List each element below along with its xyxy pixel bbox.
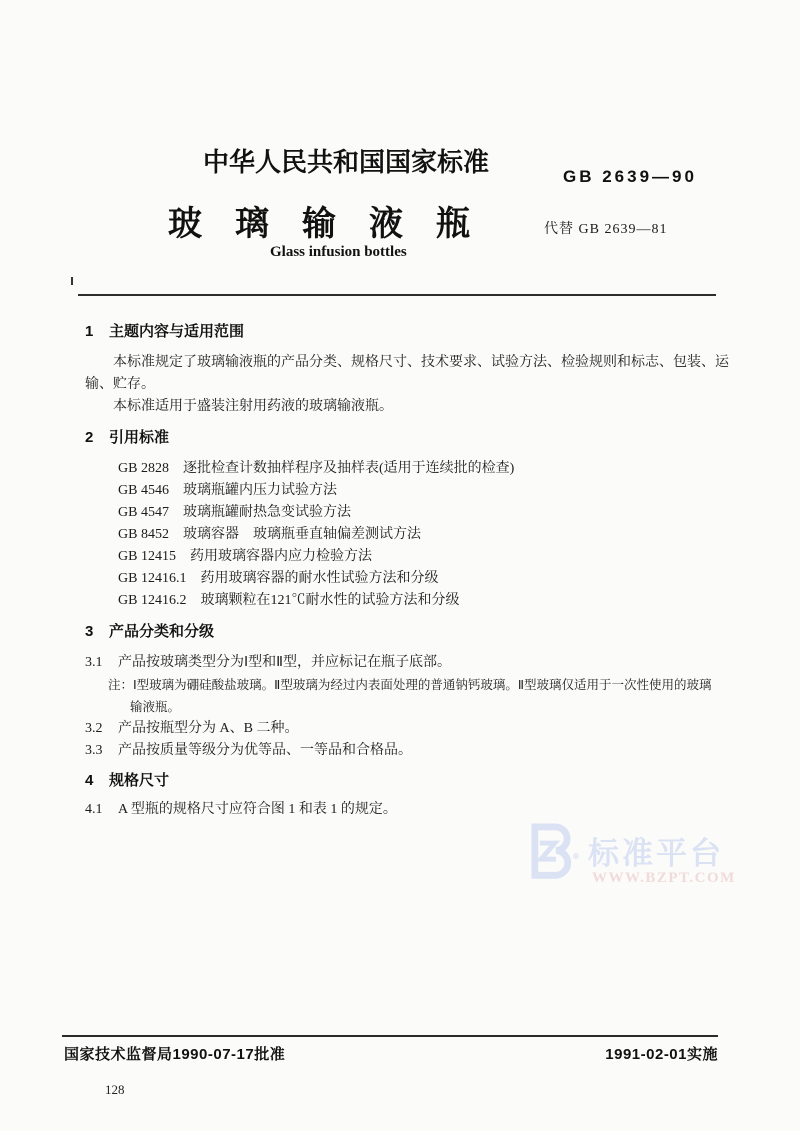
page-number: 128 <box>105 1082 125 1097</box>
document-body <box>85 322 741 821</box>
clause-number: 4.1 <box>85 802 103 817</box>
document-title-cn: 玻璃输液瓶 <box>168 205 503 243</box>
footer-divider <box>62 1035 718 1037</box>
reference-item <box>118 502 741 524</box>
reference-title: 药用玻璃容器内应力检验方法 <box>189 549 372 564</box>
scan-speck <box>71 277 73 285</box>
replaces-note: 代替 GB 2639—81 <box>544 222 668 237</box>
reference-item <box>118 590 741 612</box>
reference-title: 玻璃瓶罐内压力试验方法 <box>182 483 337 498</box>
reference-title: 玻璃颗粒在121℃耐水性的试验方法和分级 <box>200 593 460 608</box>
section-number: 1 <box>85 323 94 340</box>
watermark <box>520 820 750 905</box>
section-title: 规格尺寸 <box>109 772 170 789</box>
section-title: 产品分类和分级 <box>109 623 215 640</box>
section-1-heading <box>85 322 741 342</box>
reference-code: GB 4547 <box>118 505 169 520</box>
document-title-en: Glass infusion bottles <box>270 244 407 260</box>
reference-title: 玻璃瓶罐耐热急变试验方法 <box>182 505 351 520</box>
clause-number: 3.3 <box>85 743 103 758</box>
standard-code: GB 2639—90 <box>563 167 697 186</box>
reference-item <box>118 568 741 590</box>
clause-3-3 <box>85 740 741 762</box>
clause-text: 产品按质量等级分为优等品、一等品和合格品。 <box>118 743 412 758</box>
registered-mark: ® <box>573 852 579 861</box>
reference-list <box>85 458 741 612</box>
reference-code: GB 8452 <box>118 527 169 542</box>
reference-title: 逐批检查计数抽样程序及抽样表(适用于连续批的检查) <box>182 461 515 476</box>
reference-code: GB 12416.2 <box>118 593 187 608</box>
clause-3-2 <box>85 718 741 740</box>
approval-line: 国家技术监督局1990-07-17批准 <box>64 1046 286 1063</box>
reference-item <box>118 524 741 546</box>
section-3-heading <box>85 622 741 642</box>
section-title: 引用标准 <box>109 429 170 446</box>
clause-number: 3.1 <box>85 655 103 670</box>
reference-code: GB 2828 <box>118 461 169 476</box>
clause-number: 3.2 <box>85 721 103 736</box>
applicability-paragraph: 本标准适用于盛装注射用药液的玻璃输液瓶。 <box>113 399 393 414</box>
reference-code: GB 12416.1 <box>118 571 187 586</box>
watermark-name: 标准平台 <box>588 836 724 871</box>
scope-paragraph: 本标准规定了玻璃输液瓶的产品分类、规格尺寸、技术要求、试验方法、检验规则和标志、包装、运输、贮存。 <box>85 355 729 392</box>
section-number: 4 <box>85 772 94 789</box>
reference-title: 玻璃容器 玻璃瓶垂直轴偏差测试方法 <box>182 527 421 542</box>
clause-text: 产品按玻璃类型分为Ⅰ型和Ⅱ型，并应标记在瓶子底部。 <box>118 655 452 670</box>
section-number: 3 <box>85 623 94 640</box>
section-title: 主题内容与适用范围 <box>109 323 245 340</box>
reference-item <box>118 480 741 502</box>
reference-title: 药用玻璃容器的耐水性试验方法和分级 <box>200 571 439 586</box>
clause-text: 产品按瓶型分为 A、B 二种。 <box>118 721 299 736</box>
implementation-line: 1991-02-01实施 <box>605 1046 718 1063</box>
clause-4-1 <box>85 799 741 821</box>
clause-3-1 <box>85 652 741 674</box>
section-4-heading <box>85 771 741 791</box>
reference-code: GB 12415 <box>118 549 176 564</box>
standard-family-label: 中华人民共和国国家标准 <box>203 147 490 177</box>
section-2-heading <box>85 428 741 448</box>
watermark-url: WWW.BZPT.COM <box>592 870 736 886</box>
clause-text: A 型瓶的规格尺寸应符合图 1 和表 1 的规定。 <box>118 802 397 817</box>
header-divider <box>78 294 716 296</box>
reference-code: GB 4546 <box>118 483 169 498</box>
clause-3-1-note: 注：Ⅰ型玻璃为硼硅酸盐玻璃。Ⅱ型玻璃为经过内表面处理的普通钠钙玻璃。Ⅱ型玻璃仅适用于一次性使用的玻璃输液瓶。 <box>108 678 712 714</box>
reference-item <box>118 546 741 568</box>
section-number: 2 <box>85 429 94 446</box>
reference-item <box>118 458 741 480</box>
